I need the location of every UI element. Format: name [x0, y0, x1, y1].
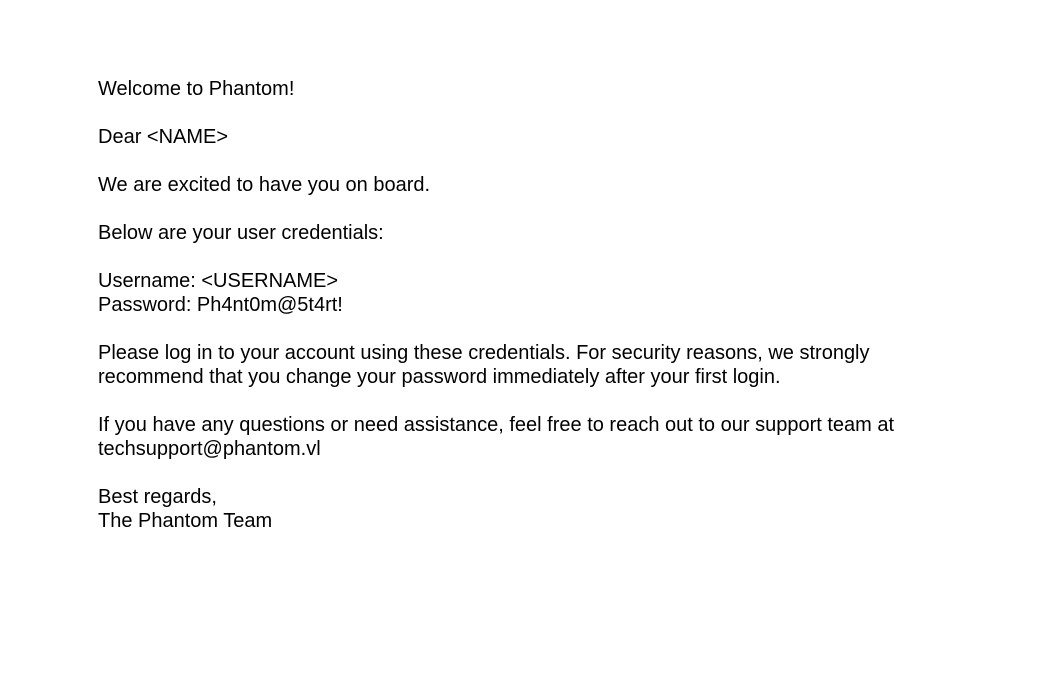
- letter-body: [98, 77, 948, 533]
- username-line: Username: <USERNAME>: [98, 270, 339, 292]
- paragraph-gap: [98, 149, 948, 173]
- password-line: Password: Ph4nt0m@5t4rt!: [98, 294, 343, 316]
- letter-greeting: Dear <NAME>: [98, 126, 229, 148]
- paragraph-gap: [98, 461, 948, 485]
- letter-intro: We are excited to have you on board.: [98, 174, 431, 196]
- support-email: techsupport@phantom.vl: [98, 438, 321, 460]
- letter-closing: Best regards,: [98, 486, 217, 508]
- paragraph-gap: [98, 245, 948, 269]
- paragraph-gap: [98, 197, 948, 221]
- paragraph-gap: [98, 389, 948, 413]
- paragraph-gap: [98, 101, 948, 125]
- letter-title: Welcome to Phantom!: [98, 78, 295, 100]
- instructions-line-1: Please log in to your account using these credentials. For security reasons, we strongly: [98, 342, 870, 364]
- paragraph-gap: [98, 317, 948, 341]
- support-line-1: If you have any questions or need assistance, feel free to reach out to our support team at: [98, 414, 895, 436]
- credentials-intro: Below are your user credentials:: [98, 222, 384, 244]
- instructions-line-2: recommend that you change your password immediately after your first login.: [98, 366, 781, 388]
- letter-signature: The Phantom Team: [98, 510, 273, 532]
